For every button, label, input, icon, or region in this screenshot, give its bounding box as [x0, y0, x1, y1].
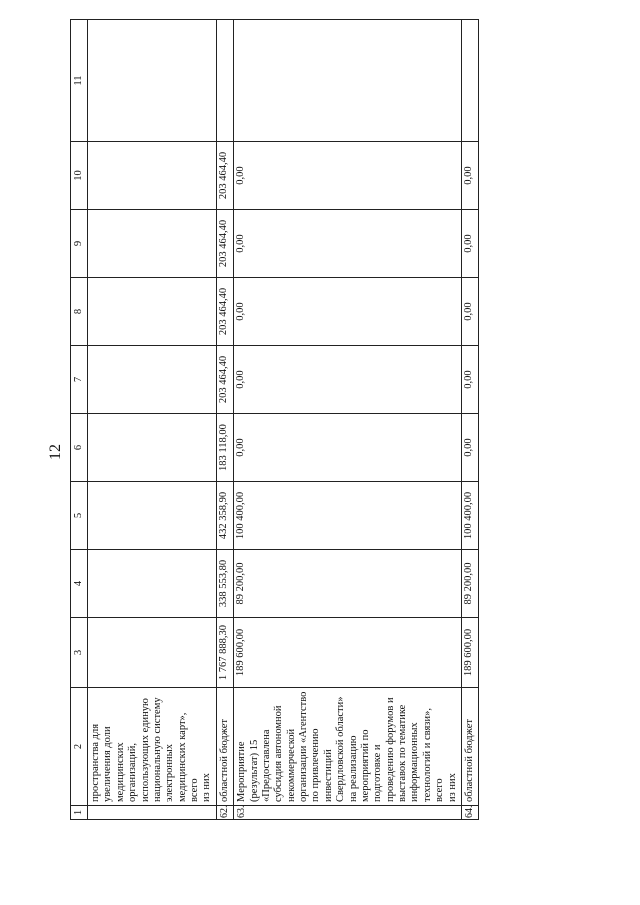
row-number: 63.: [234, 806, 462, 820]
cell-value: 0,00: [234, 346, 462, 414]
cell-value: [88, 414, 217, 482]
row-number: [88, 806, 217, 820]
cell-value: 189 600,00: [461, 618, 478, 688]
cell-value: 100 400,00: [461, 482, 478, 550]
col-header: 1: [71, 806, 88, 820]
col-header: 4: [71, 550, 88, 618]
cell-value: 183 118,00: [216, 414, 233, 482]
col-header: 8: [71, 278, 88, 346]
col-header: 6: [71, 414, 88, 482]
table-row: [461, 20, 478, 820]
cell-value: [234, 20, 462, 142]
cell-value: 0,00: [461, 346, 478, 414]
row-description: областной бюджет: [216, 688, 233, 806]
cell-value: 89 200,00: [234, 550, 462, 618]
cell-value: 1 767 888,30: [216, 618, 233, 688]
cell-value: [88, 210, 217, 278]
cell-value: [88, 142, 217, 210]
row-description: пространства для увеличения доли медицинских организаций, использующих единую национальную систему электронных медицинских карт», всего из них: [88, 688, 217, 806]
cell-value: 89 200,00: [461, 550, 478, 618]
col-header: 5: [71, 482, 88, 550]
table-container: [70, 60, 475, 820]
cell-value: 203 464,40: [216, 142, 233, 210]
cell-value: 432 358,90: [216, 482, 233, 550]
cell-value: [88, 346, 217, 414]
col-header: 10: [71, 142, 88, 210]
cell-value: 100 400,00: [234, 482, 462, 550]
cell-value: [461, 20, 478, 142]
col-header: 2: [71, 688, 88, 806]
cell-value: 203 464,40: [216, 210, 233, 278]
header-row: [71, 20, 88, 820]
cell-value: [88, 618, 217, 688]
cell-value: 0,00: [461, 278, 478, 346]
col-header: 7: [71, 346, 88, 414]
cell-value: 189 600,00: [234, 618, 462, 688]
cell-value: 203 464,40: [216, 278, 233, 346]
col-header: 11: [71, 20, 88, 142]
row-number: 64.: [461, 806, 478, 820]
cell-value: 338 553,80: [216, 550, 233, 618]
row-number: 62.: [216, 806, 233, 820]
budget-table: [70, 19, 479, 820]
cell-value: [88, 20, 217, 142]
cell-value: 0,00: [461, 142, 478, 210]
cell-value: [88, 550, 217, 618]
cell-value: [88, 278, 217, 346]
cell-value: 0,00: [234, 142, 462, 210]
cell-value: 203 464,40: [216, 346, 233, 414]
table-row: [88, 20, 217, 820]
row-description: Мероприятие (результат) 15 «Предоставлена субсидия автономной некоммерческой организации «Агентство по привлечению инвестиций Свердловской области» на реализацию мероприятий по подготовке и проведению форумов и выставок по тематике информационных технологий и связи», всего из них: [234, 688, 462, 806]
table-row: [234, 20, 462, 820]
cell-value: 0,00: [234, 210, 462, 278]
cell-value: 0,00: [461, 210, 478, 278]
col-header: 3: [71, 618, 88, 688]
cell-value: 0,00: [234, 278, 462, 346]
row-description: областной бюджет: [461, 688, 478, 806]
cell-value: [88, 482, 217, 550]
table-row: [216, 20, 233, 820]
cell-value: [216, 20, 233, 142]
cell-value: 0,00: [234, 414, 462, 482]
page-number: 12: [47, 444, 64, 460]
cell-value: 0,00: [461, 414, 478, 482]
col-header: 9: [71, 210, 88, 278]
